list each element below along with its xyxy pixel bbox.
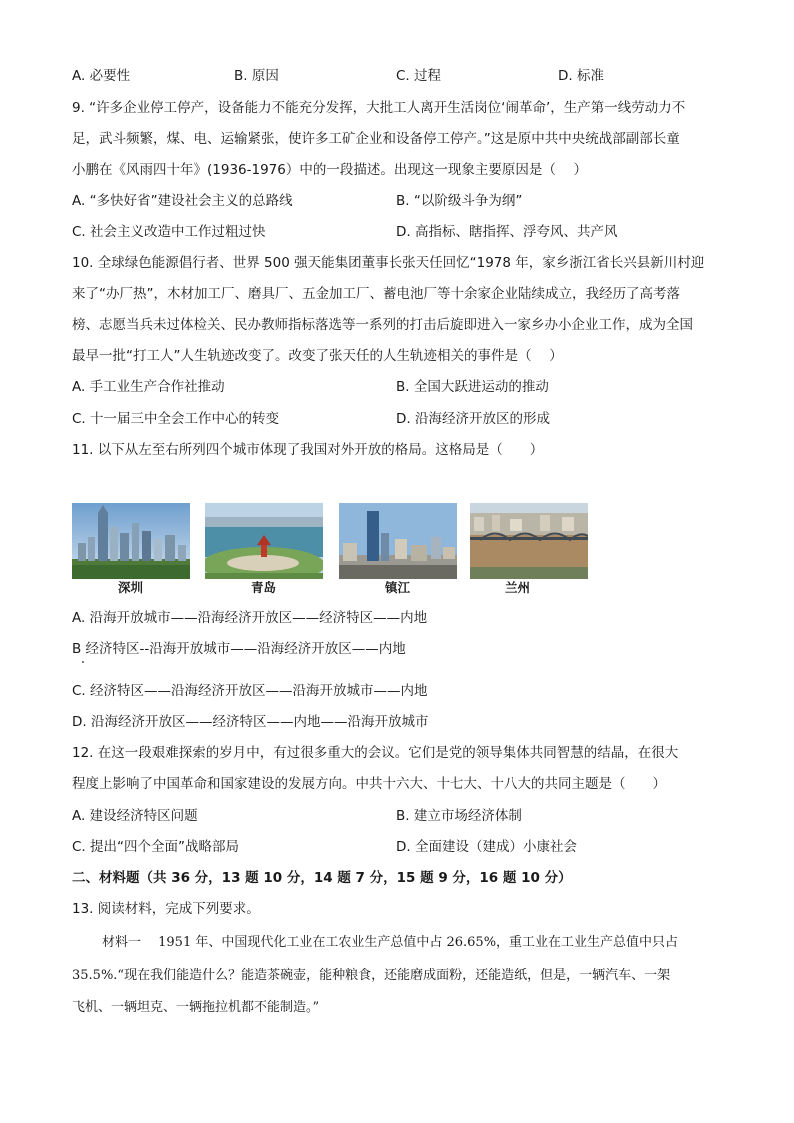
q12-option-c: C. 提出“四个全面”战略部局	[72, 839, 239, 855]
q12-option-a: A. 建设经济特区问题	[72, 808, 198, 824]
caption-zhenjiang: 镇江	[385, 580, 411, 595]
q9-stem-line-2: 足，武斗频繁，煤、电、运输紧张，使许多工矿企业和设备停工停产。”这是原中共中央统战部副部长童	[72, 131, 680, 147]
q8-option-a: A. 必要性	[72, 68, 131, 84]
q11-option-b: B 经济特区--沿海开放城市——沿海经济开放区——内地	[72, 641, 406, 657]
q9-stem-line-1: 9. “许多企业停工停产，设备能力不能充分发挥，大批工人离开生活岗位‘闹革命’，生产第一线劳动力不	[72, 100, 686, 116]
q12-stem-line-1: 12. 在这一段艰难探索的岁月中，有过很多重大的会议。它们是党的领导集体共同智慧的结晶，在很大	[72, 745, 679, 761]
q13-material-line-1: 材料一 1951 年、中国现代化工业在工农业生产总值中占 26.65%，重工业在工业生产总值中只占	[102, 935, 679, 950]
q10-option-b: B. 全国大跃进运动的推动	[396, 379, 549, 395]
caption-shenzhen: 深圳	[118, 580, 144, 595]
caption-lanzhou: 兰州	[505, 580, 531, 595]
qingdao-photo	[205, 503, 323, 579]
q9-option-d: D. 高指标、瞎指挥、浮夸风、共产风	[396, 224, 618, 240]
q9-option-b: B. “以阶级斗争为纲”	[396, 193, 523, 209]
q13-stem: 13. 阅读材料，完成下列要求。	[72, 901, 260, 917]
q8-option-d: D. 标准	[558, 68, 604, 84]
section-2-title: 二、材料题（共 36 分，13 题 10 分，14 题 7 分，15 题 9 分，16 题 10 分）	[72, 870, 572, 886]
q9-option-c: C. 社会主义改造中工作过粗过快	[72, 224, 266, 240]
q10-stem-line-4: 最早一批“打工人”人生轨迹改变了。改变了张天任的人生轨迹相关的事件是（ ）	[72, 348, 563, 364]
q10-stem-line-2: 来了“办厂热”，木材加工厂、磨具厂、五金加工厂、蓄电池厂等十余家企业陆续成立，我经历了高考落	[72, 286, 680, 302]
q10-option-c: C. 十一届三中全会工作中心的转变	[72, 411, 280, 427]
q12-stem-line-2: 程度上影响了中国革命和国家建设的发展方向。中共十六大、十七大、十八大的共同主题是（ ）	[72, 776, 666, 792]
q10-stem-line-1: 10. 全球绿色能源倡行者、世界 500 强天能集团董事长张天任回忆“1978 年，家乡浙江省长兴县新川村迎	[72, 255, 705, 271]
q12-option-b: B. 建立市场经济体制	[396, 808, 522, 824]
q9-stem-line-3: 小鹏在《风雨四十年》(1936-1976）中的一段描述。出现这一现象主要原因是（ ）	[72, 162, 588, 178]
q12-option-d: D. 全面建设（建成）小康社会	[396, 839, 577, 855]
zhenjiang-photo	[339, 503, 457, 579]
q8-option-b: B. 原因	[234, 68, 279, 84]
q10-option-d: D. 沿海经济开放区的形成	[396, 411, 550, 427]
q10-stem-line-3: 榜、志愿当兵未过体检关、民办教师指标落选等一系列的打击后旋即进入一家乡办小企业工作，成为全国	[72, 317, 693, 333]
q13-material-line-3: 飞机、一辆坦克、一辆拖拉机都不能制造。”	[72, 1000, 320, 1015]
q11-option-d: D. 沿海经济开放区——经济特区——内地——沿海开放城市	[72, 714, 429, 730]
q9-option-a: A. “多快好省”建设社会主义的总路线	[72, 193, 293, 209]
lanzhou-photo	[470, 503, 588, 579]
q11-option-c: C. 经济特区——沿海经济开放区——沿海开放城市——内地	[72, 683, 428, 699]
shenzhen-photo	[72, 503, 190, 579]
q11-stem: 11. 以下从左至右所列四个城市体现了我国对外开放的格局。这格局是（ ）	[72, 442, 544, 458]
q11-option-a: A. 沿海开放城市——沿海经济开放区——经济特区——内地	[72, 610, 428, 626]
stray-dot	[82, 661, 84, 663]
caption-qingdao: 青岛	[251, 580, 277, 595]
q10-option-a: A. 手工业生产合作社推动	[72, 379, 225, 395]
q8-option-c: C. 过程	[396, 68, 442, 84]
q13-material-line-2: 35.5%.“现在我们能造什么？能造茶碗壶，能种粮食，还能磨成面粉，还能造纸，但是，一辆汽车、一架	[72, 968, 671, 983]
